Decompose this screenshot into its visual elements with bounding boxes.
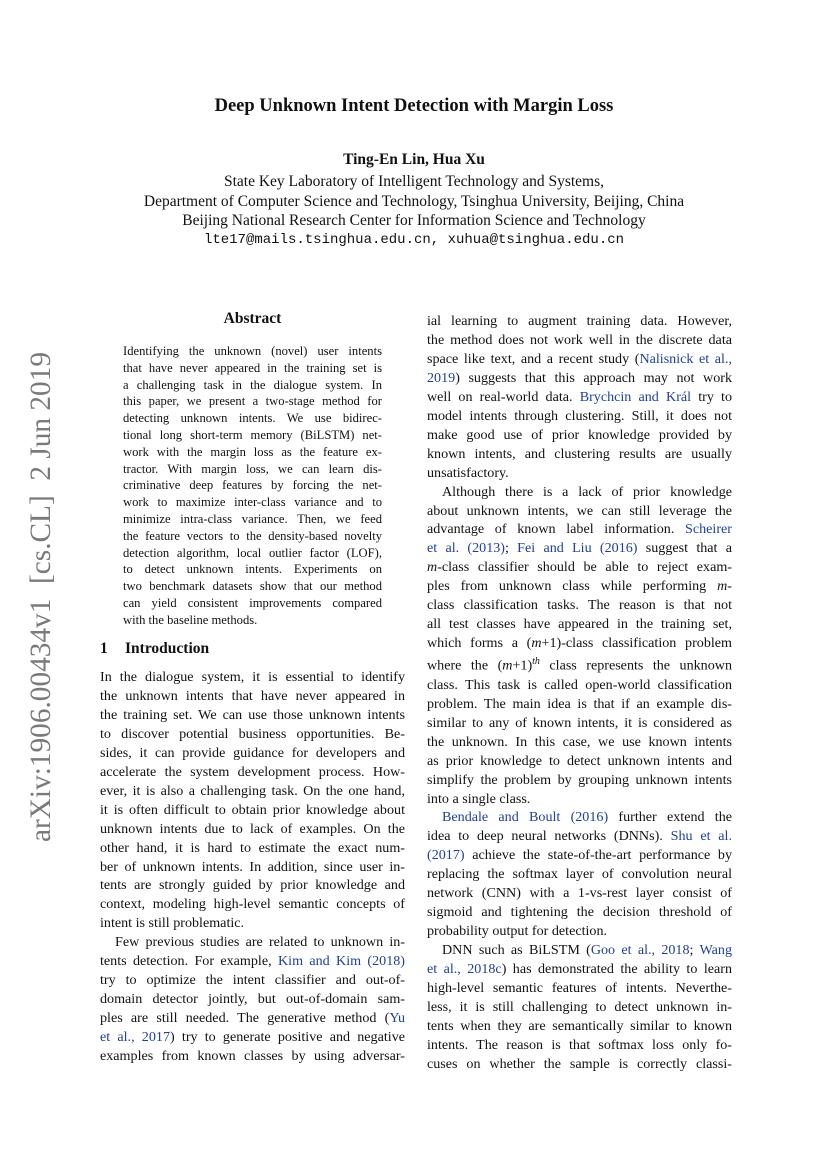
right-column-text: [427, 312, 732, 1074]
affiliation-line: Department of Computer Science and Technology, Tsinghua University, Beijing, China: [143, 192, 685, 210]
body-line: Bendale and Boult (2016) further extend the: [442, 809, 733, 826]
body-line: class. This task is called open-world classification: [427, 676, 732, 693]
body-line: to discover potential business opportunities. Be-: [100, 725, 405, 742]
section-heading-introduction: [100, 640, 405, 658]
abstract-line: the feature vectors to the density-based novelty: [123, 528, 382, 543]
body-line: the unknown. In this case, we use known intents: [427, 733, 732, 750]
body-line: into a single class.: [427, 790, 531, 807]
body-line: intents. The reason is that softmax loss only fo-: [427, 1036, 732, 1053]
affiliation-line: State Key Laboratory of Intelligent Technology and Systems,: [223, 173, 604, 190]
citation-link[interactable]: Kim and Kim (2018): [277, 953, 405, 970]
citation-link[interactable]: Bendale and Boult (2016): [442, 809, 609, 826]
body-line: ever, it is also a challenging task. On the one hand,: [100, 782, 405, 799]
body-line: probability output for detection.: [427, 923, 608, 940]
abstract-line: criminative deep features by forcing the net-: [123, 478, 382, 493]
body-line: advantage of known label information. Scheirer: [427, 521, 732, 538]
citation-link[interactable]: Brychcin and Král: [579, 388, 692, 405]
body-line: try to optimize the intent classifier and out-of-: [100, 972, 405, 989]
paper-authors: Ting-En Lin, Hua Xu: [343, 151, 485, 168]
abstract-line: this paper, we present a two-stage method for: [123, 394, 382, 409]
body-line: 2019) suggests that this approach may not work: [427, 369, 732, 386]
body-line: model intents through clustering. Still, it does not: [427, 407, 732, 424]
abstract-line: to detect unknown intents. Experiments on: [123, 562, 382, 577]
body-line: similar to any of known intents, it is considered as: [427, 714, 732, 731]
body-line: domain detector jointly, but out-of-domain sam-: [100, 991, 405, 1008]
citation-link[interactable]: Nalisnick et al.,: [639, 350, 733, 367]
body-line: simplify the problem by grouping unknown intents: [427, 771, 732, 788]
body-line: replacing the softmax layer of convolution neural: [427, 866, 732, 883]
body-line: ples from unknown class while performing m-: [427, 578, 732, 595]
citation-link[interactable]: Scheirer: [685, 521, 732, 538]
body-line: the unknown intents that have never appeared in: [100, 687, 405, 704]
abstract-line: can yield consistent improvements compared: [123, 595, 382, 610]
section-title: Introduction: [125, 640, 210, 657]
body-line: which forms a (m+1)-class classification problem: [427, 635, 733, 652]
abstract-line: a challenging task in the dialogue system. In: [123, 377, 382, 392]
body-line: (2017) achieve the state-of-the-art performance by: [427, 847, 732, 864]
citation-link[interactable]: Goo et al., 2018: [590, 942, 690, 959]
body-line: sigmoid and tightening the decision threshold of: [427, 904, 732, 921]
citation-link[interactable]: 2019: [427, 369, 456, 386]
author-emails: lte17@mails.tsinghua.edu.cn, xuhua@tsinghua.edu.cn: [203, 231, 625, 248]
affiliation-line: Beijing National Research Center for Information Science and Technology: [182, 212, 646, 229]
abstract-body: [123, 343, 382, 629]
body-line: Few previous studies are related to unknown in-: [115, 934, 405, 951]
paper-title: Deep Unknown Intent Detection with Margin Loss: [214, 96, 614, 116]
body-line: the training set. We can use those unknown intents: [100, 706, 405, 723]
body-line: intent is still problematic.: [100, 915, 245, 932]
body-line: as prior knowledge to detect unknown intents and: [427, 752, 732, 769]
body-line: the method does not work well in the discrete data: [427, 331, 732, 348]
body-line: tents when they are semantically similar to known: [427, 1017, 732, 1034]
body-line: et al., 2017) try to generate positive and negative: [100, 1029, 405, 1046]
citation-link[interactable]: Shu et al.: [670, 828, 732, 845]
citation-link[interactable]: et al. (2013): [427, 540, 505, 557]
citation-link[interactable]: Wang: [699, 942, 732, 959]
body-line: idea to deep neural networks (DNNs). Shu et al.: [427, 828, 732, 845]
abstract-line: minimize intra-class variance. Then, we feed: [123, 511, 382, 526]
abstract-line: Identifying the unknown (novel) user intents: [123, 344, 382, 358]
body-line: known intents, and clustering results are usually: [427, 445, 732, 462]
abstract-heading: Abstract: [223, 310, 282, 327]
body-line: about unknown intents, we can still leverage the: [427, 502, 732, 519]
left-column-text: [100, 668, 405, 1066]
body-line: DNN such as BiLSTM (Goo et al., 2018; Wang: [442, 942, 732, 959]
abstract-line: tractor. With margin loss, we can learn dis-: [123, 461, 382, 476]
body-line: network (CNN) with a 1-vs-rest layer consist of: [427, 885, 732, 902]
citation-link[interactable]: Yu: [389, 1010, 405, 1027]
body-line: tents are strongly guided by prior knowledge and: [100, 877, 405, 894]
body-line: space like text, and a recent study (Nalisnick et al.,: [427, 350, 733, 367]
abstract-line: with the baseline methods.: [123, 612, 258, 627]
body-line: all test classes have appeared in the training set,: [427, 616, 732, 633]
abstract-line: tional long short-term memory (BiLSTM) net-: [123, 427, 382, 442]
body-line: tents detection. For example, Kim and Kim (2018): [100, 953, 405, 970]
body-line: accelerate the system development process. How-: [100, 763, 405, 780]
body-line: sides, it can provide guidance for developers and: [100, 744, 405, 761]
abstract-line: detection algorithm, local outlier factor (LOF),: [123, 545, 382, 560]
abstract-line: detecting unknown intents. We use bidirec-: [123, 411, 382, 426]
citation-link[interactable]: et al., 2017: [100, 1029, 170, 1046]
citation-link[interactable]: et al., 2018c: [427, 961, 502, 978]
body-line: well on real-world data. Brychcin and Král try to: [427, 388, 732, 405]
body-line: Although there is a lack of prior knowledge: [442, 483, 732, 500]
citation-link[interactable]: (2017): [427, 847, 465, 864]
body-line: less, it is still challenging to detect unknown in-: [427, 999, 732, 1015]
body-line: unsatisfactory.: [427, 464, 509, 481]
body-line: ial learning to augment training data. However,: [427, 313, 732, 329]
body-line: make good use of prior knowledge provided by: [427, 426, 732, 443]
body-line: m-class classifier should be able to reject exam-: [427, 559, 732, 576]
body-line: context, modeling high-level semantic concepts of: [100, 896, 405, 913]
abstract-line: two benchmark datasets show that our method: [123, 579, 382, 594]
arxiv-stamp-graphic: [10, 352, 66, 842]
abstract-line: work to maximize inter-class variance and to: [123, 495, 382, 510]
body-line: unknown intents due to lack of examples. On the: [100, 820, 405, 837]
body-line: In the dialogue system, it is essential to identify: [100, 669, 405, 685]
body-line: cuses on whether the sample is correctly classi-: [427, 1055, 732, 1072]
body-line: examples from known classes by using adversar-: [100, 1048, 405, 1065]
body-line: other hand, it is hard to estimate the exact num-: [100, 839, 405, 856]
arxiv-stamp: [10, 352, 66, 842]
section-number: 1: [100, 640, 108, 657]
abstract-line: work with the margin loss as the feature ex-: [123, 444, 382, 459]
citation-link[interactable]: Fei and Liu (2016): [517, 540, 638, 557]
body-line: ples are still needed. The generative method (Yu: [100, 1010, 405, 1027]
body-line: class classification tasks. The reason is that not: [427, 597, 732, 614]
body-line: high-level semantic features of intents. Neverthe-: [427, 980, 732, 997]
abstract-line: that have never appeared in the training set is: [123, 360, 382, 375]
body-line: ber of unknown intents. In addition, since user in-: [100, 858, 405, 875]
body-line: et al., 2018c) has demonstrated the ability to learn: [427, 961, 732, 978]
body-line: where the $(m+1)^{th}$ class represents the unknown: [427, 656, 732, 674]
arxiv-stamp-text: arXiv:1906.00434v1 [cs.CL] 2 Jun 2019: [24, 352, 57, 842]
affiliations: [0, 172, 828, 250]
body-line: it is often difficult to obtain prior knowledge about: [100, 801, 405, 818]
body-line: et al. (2013); Fei and Liu (2016) suggest that a: [427, 540, 732, 557]
body-line: problem. The main idea is that if an example dis-: [427, 695, 732, 712]
